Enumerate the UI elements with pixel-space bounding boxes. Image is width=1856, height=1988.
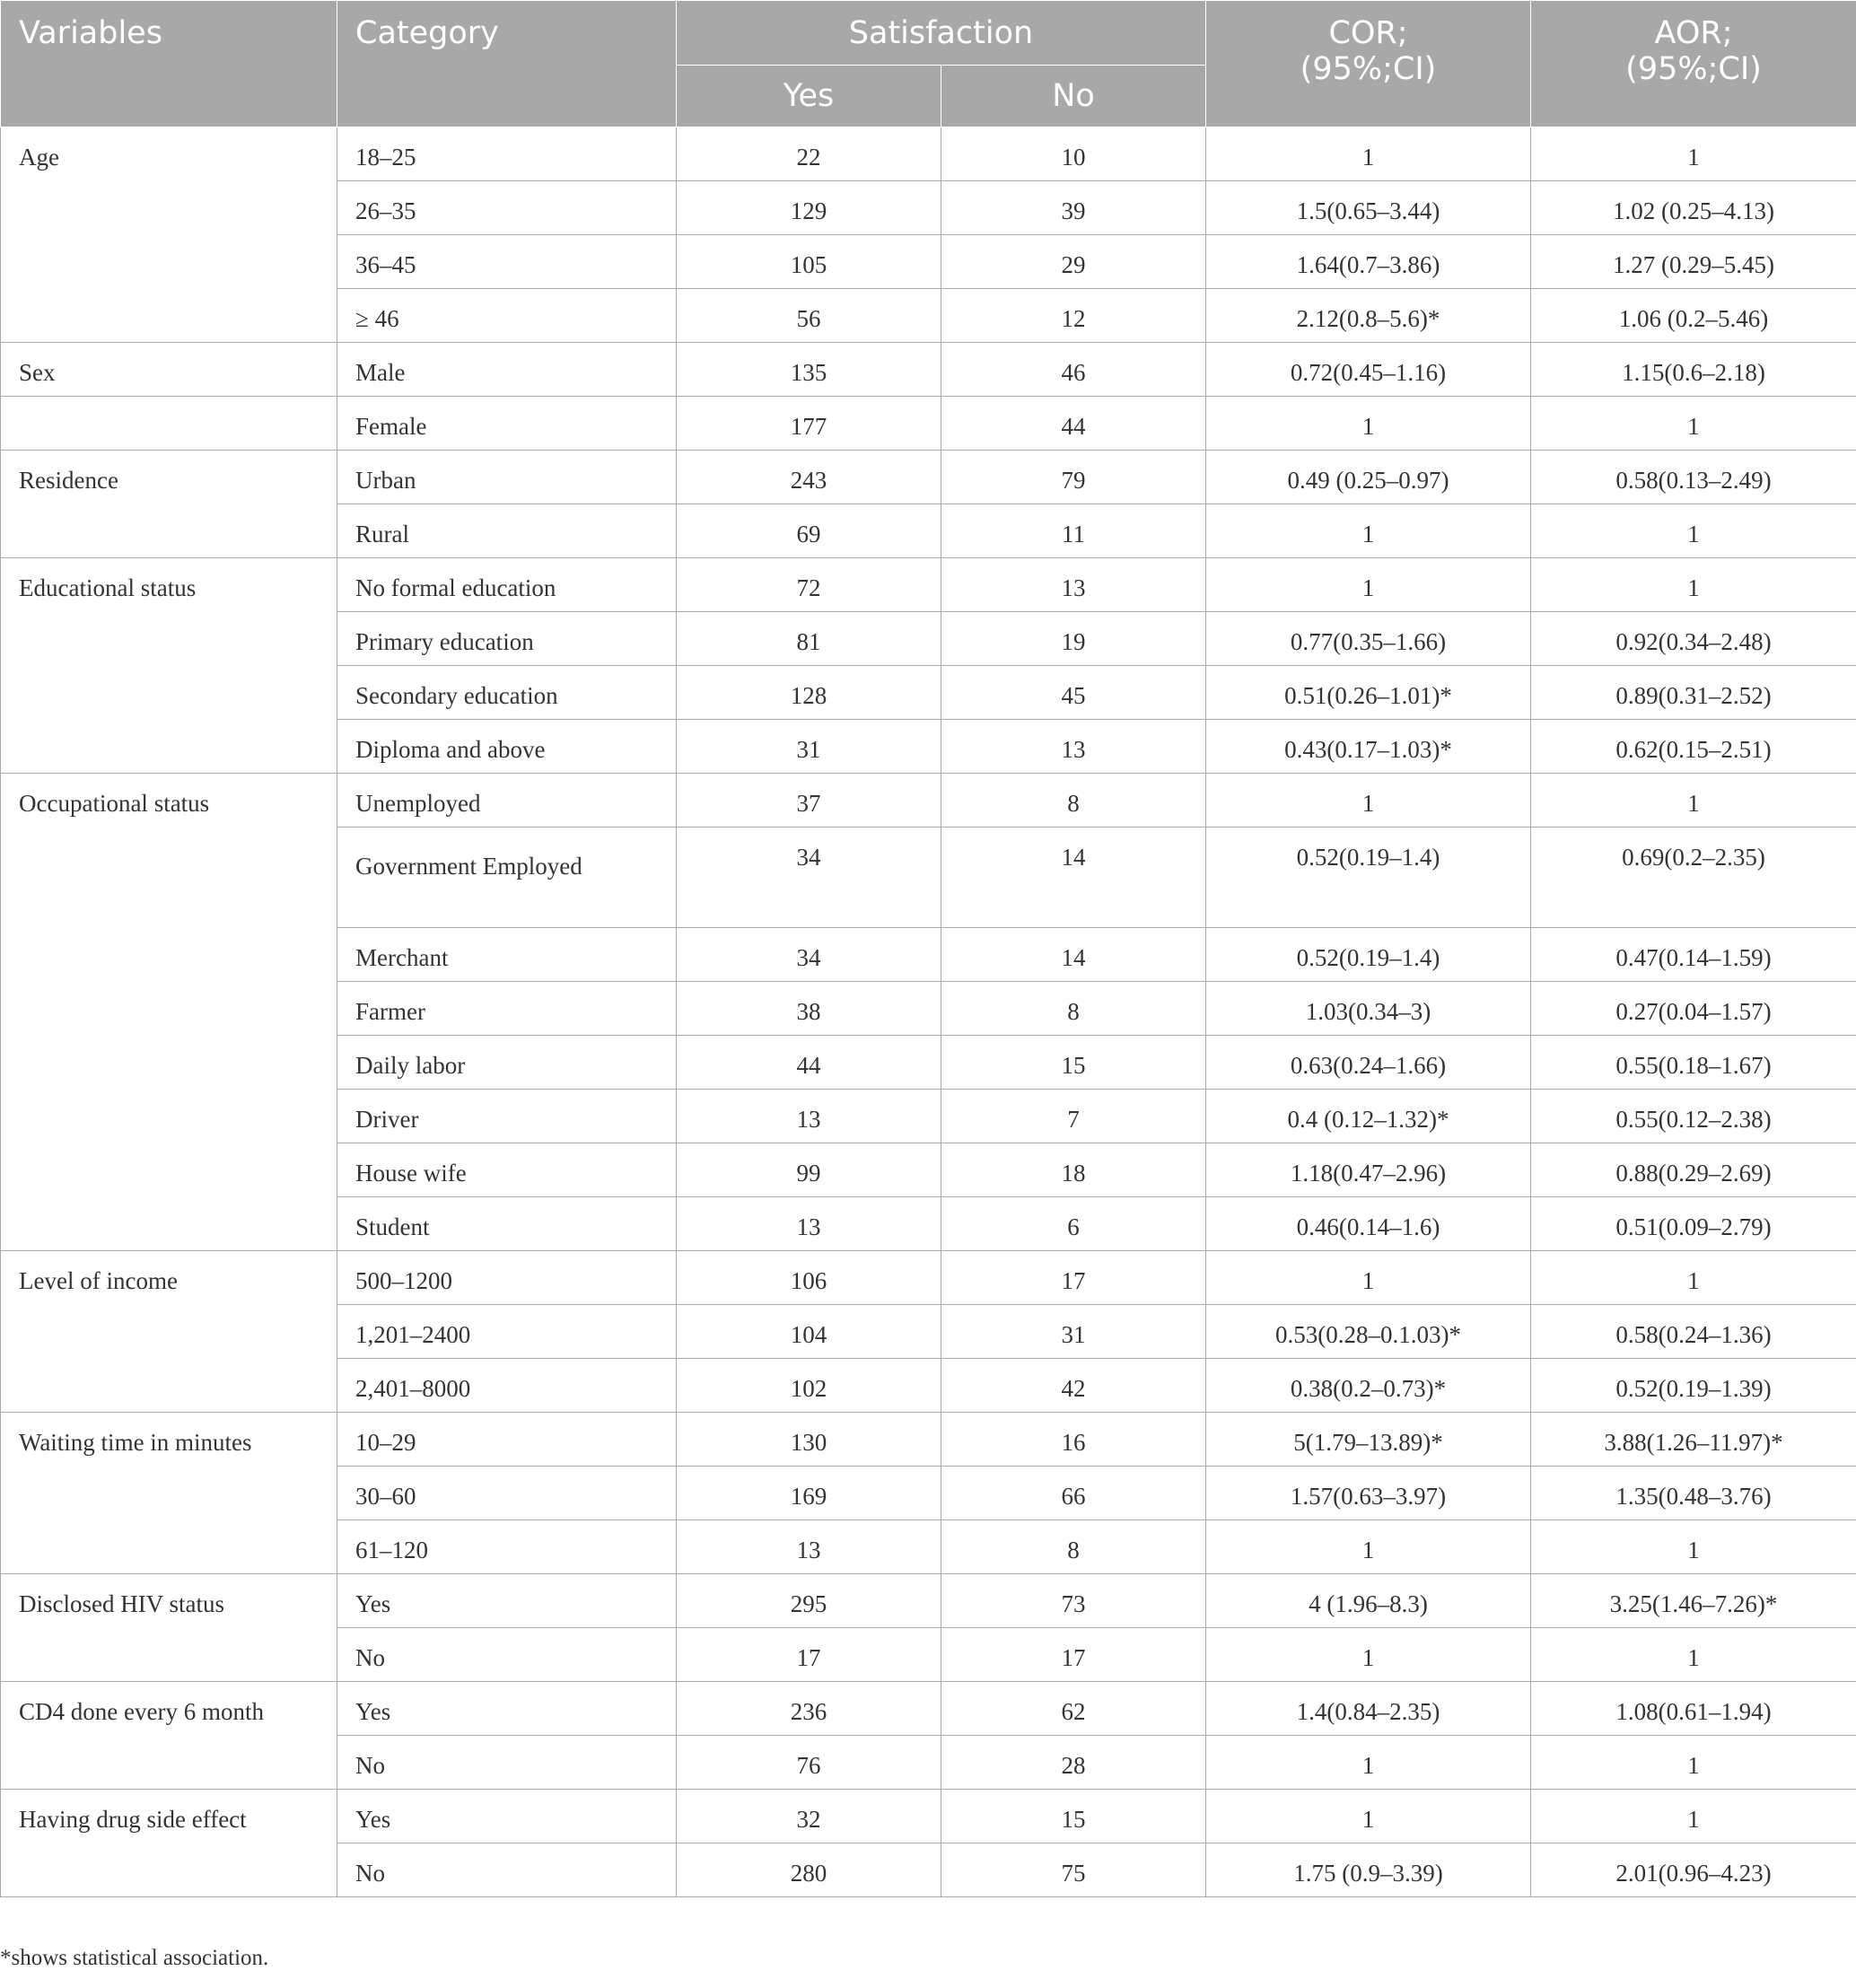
yes-count-cell: 31	[677, 720, 941, 774]
cor-cell: 4 (1.96–8.3)	[1206, 1574, 1531, 1628]
no-count-cell: 79	[941, 451, 1206, 504]
no-count-cell: 11	[941, 504, 1206, 558]
header-category: Category	[337, 1, 677, 127]
variable-cell	[1, 397, 337, 451]
no-count-cell: 19	[941, 612, 1206, 666]
table-row	[1, 397, 1856, 451]
category-cell: 10–29	[337, 1413, 677, 1467]
category-cell: Merchant	[337, 928, 677, 982]
no-count-cell: 16	[941, 1413, 1206, 1467]
aor-cell: 3.25(1.46–7.26)*	[1531, 1574, 1856, 1628]
yes-count-cell: 280	[677, 1843, 941, 1897]
no-count-cell: 8	[941, 982, 1206, 1036]
table-row	[1, 1413, 1856, 1467]
no-count-cell: 66	[941, 1467, 1206, 1520]
cor-cell: 0.72(0.45–1.16)	[1206, 343, 1531, 397]
category-cell: 18–25	[337, 127, 677, 181]
cor-cell: 1	[1206, 1790, 1531, 1843]
cor-cell: 0.77(0.35–1.66)	[1206, 612, 1531, 666]
no-count-cell: 15	[941, 1036, 1206, 1090]
no-count-cell: 46	[941, 343, 1206, 397]
yes-count-cell: 17	[677, 1628, 941, 1682]
cor-cell: 1.5(0.65–3.44)	[1206, 181, 1531, 235]
aor-cell: 1.35(0.48–3.76)	[1531, 1467, 1856, 1520]
aor-cell: 0.55(0.12–2.38)	[1531, 1090, 1856, 1143]
yes-count-cell: 105	[677, 235, 941, 289]
cor-cell: 1.18(0.47–2.96)	[1206, 1143, 1531, 1197]
yes-count-cell: 169	[677, 1467, 941, 1520]
aor-cell: 1.08(0.61–1.94)	[1531, 1682, 1856, 1736]
aor-cell: 0.92(0.34–2.48)	[1531, 612, 1856, 666]
no-count-cell: 8	[941, 1520, 1206, 1574]
category-cell: 36–45	[337, 235, 677, 289]
cor-cell: 0.52(0.19–1.4)	[1206, 828, 1531, 928]
category-cell: Student	[337, 1197, 677, 1251]
cor-cell: 1	[1206, 1736, 1531, 1790]
yes-count-cell: 69	[677, 504, 941, 558]
aor-cell: 1	[1531, 558, 1856, 612]
cor-cell: 1.57(0.63–3.97)	[1206, 1467, 1531, 1520]
header-aor-line2: (95%;CI)	[1625, 51, 1762, 87]
category-cell: Yes	[337, 1790, 677, 1843]
aor-cell: 1.06 (0.2–5.46)	[1531, 289, 1856, 343]
variable-cell: Sex	[1, 343, 337, 397]
no-count-cell: 31	[941, 1305, 1206, 1359]
no-count-cell: 6	[941, 1197, 1206, 1251]
yes-count-cell: 295	[677, 1574, 941, 1628]
cor-cell: 1	[1206, 774, 1531, 828]
yes-count-cell: 72	[677, 558, 941, 612]
yes-count-cell: 128	[677, 666, 941, 720]
aor-cell: 1.02 (0.25–4.13)	[1531, 181, 1856, 235]
yes-count-cell: 106	[677, 1251, 941, 1305]
category-cell: 30–60	[337, 1467, 677, 1520]
yes-count-cell: 13	[677, 1520, 941, 1574]
category-cell: Farmer	[337, 982, 677, 1036]
no-count-cell: 13	[941, 558, 1206, 612]
yes-count-cell: 81	[677, 612, 941, 666]
yes-count-cell: 32	[677, 1790, 941, 1843]
yes-count-cell: 56	[677, 289, 941, 343]
aor-cell: 1	[1531, 127, 1856, 181]
header-yes: Yes	[677, 66, 941, 127]
category-cell: Driver	[337, 1090, 677, 1143]
category-cell: 26–35	[337, 181, 677, 235]
no-count-cell: 28	[941, 1736, 1206, 1790]
cor-cell: 2.12(0.8–5.6)*	[1206, 289, 1531, 343]
variable-cell: Having drug side effect	[1, 1790, 337, 1897]
category-cell: Female	[337, 397, 677, 451]
aor-cell: 0.58(0.24–1.36)	[1531, 1305, 1856, 1359]
aor-cell: 0.58(0.13–2.49)	[1531, 451, 1856, 504]
cor-cell: 0.43(0.17–1.03)*	[1206, 720, 1531, 774]
no-count-cell: 73	[941, 1574, 1206, 1628]
category-cell: Rural	[337, 504, 677, 558]
cor-cell: 0.53(0.28–0.1.03)*	[1206, 1305, 1531, 1359]
table-row	[1, 127, 1856, 181]
no-count-cell: 42	[941, 1359, 1206, 1413]
category-cell: Primary education	[337, 612, 677, 666]
aor-cell: 0.47(0.14–1.59)	[1531, 928, 1856, 982]
aor-cell: 0.69(0.2–2.35)	[1531, 828, 1856, 928]
no-count-cell: 18	[941, 1143, 1206, 1197]
no-count-cell: 12	[941, 289, 1206, 343]
header-cor	[1206, 1, 1531, 127]
aor-cell: 1	[1531, 1628, 1856, 1682]
category-cell: 2,401–8000	[337, 1359, 677, 1413]
table-row	[1, 1251, 1856, 1305]
category-cell: No	[337, 1843, 677, 1897]
yes-count-cell: 236	[677, 1682, 941, 1736]
cor-cell: 0.51(0.26–1.01)*	[1206, 666, 1531, 720]
header-cor-line1: COR;	[1328, 15, 1408, 51]
aor-cell: 2.01(0.96–4.23)	[1531, 1843, 1856, 1897]
aor-cell: 0.55(0.18–1.67)	[1531, 1036, 1856, 1090]
table-header	[1, 1, 1856, 127]
aor-cell: 3.88(1.26–11.97)*	[1531, 1413, 1856, 1467]
cor-cell: 0.52(0.19–1.4)	[1206, 928, 1531, 982]
aor-cell: 1	[1531, 774, 1856, 828]
variable-cell: Residence	[1, 451, 337, 558]
category-cell: No formal education	[337, 558, 677, 612]
table-row	[1, 1790, 1856, 1843]
no-count-cell: 8	[941, 774, 1206, 828]
category-cell: 1,201–2400	[337, 1305, 677, 1359]
yes-count-cell: 102	[677, 1359, 941, 1413]
yes-count-cell: 99	[677, 1143, 941, 1197]
yes-count-cell: 44	[677, 1036, 941, 1090]
header-variables: Variables	[1, 1, 337, 127]
cor-cell: 1.03(0.34–3)	[1206, 982, 1531, 1036]
no-count-cell: 39	[941, 181, 1206, 235]
variable-cell: Occupational status	[1, 774, 337, 1251]
table-row	[1, 1682, 1856, 1736]
no-count-cell: 75	[941, 1843, 1206, 1897]
cor-cell: 0.63(0.24–1.66)	[1206, 1036, 1531, 1090]
aor-cell: 1	[1531, 1736, 1856, 1790]
variable-cell: Waiting time in minutes	[1, 1413, 337, 1574]
cor-cell: 1	[1206, 397, 1531, 451]
aor-cell: 1.27 (0.29–5.45)	[1531, 235, 1856, 289]
yes-count-cell: 13	[677, 1090, 941, 1143]
yes-count-cell: 34	[677, 928, 941, 982]
aor-cell: 1	[1531, 1520, 1856, 1574]
category-cell: Male	[337, 343, 677, 397]
category-cell: 500–1200	[337, 1251, 677, 1305]
cor-cell: 1.75 (0.9–3.39)	[1206, 1843, 1531, 1897]
header-no: No	[941, 66, 1206, 127]
yes-count-cell: 104	[677, 1305, 941, 1359]
aor-cell: 0.62(0.15–2.51)	[1531, 720, 1856, 774]
variable-cell: CD4 done every 6 month	[1, 1682, 337, 1790]
variable-cell: Age	[1, 127, 337, 343]
table-row	[1, 558, 1856, 612]
category-cell: Yes	[337, 1682, 677, 1736]
category-cell: Yes	[337, 1574, 677, 1628]
cor-cell: 1.64(0.7–3.86)	[1206, 235, 1531, 289]
no-count-cell: 17	[941, 1251, 1206, 1305]
cor-cell: 1	[1206, 1628, 1531, 1682]
footnote: *shows statistical association.	[0, 1946, 269, 1970]
cor-cell: 1	[1206, 1520, 1531, 1574]
table-row	[1, 343, 1856, 397]
category-cell: Daily labor	[337, 1036, 677, 1090]
table-row	[1, 451, 1856, 504]
cor-cell: 0.38(0.2–0.73)*	[1206, 1359, 1531, 1413]
table-row	[1, 1574, 1856, 1628]
aor-cell: 1	[1531, 504, 1856, 558]
category-cell: 61–120	[337, 1520, 677, 1574]
aor-cell: 0.52(0.19–1.39)	[1531, 1359, 1856, 1413]
yes-count-cell: 34	[677, 828, 941, 928]
category-cell: No	[337, 1628, 677, 1682]
category-cell: Unemployed	[337, 774, 677, 828]
cor-cell: 0.4 (0.12–1.32)*	[1206, 1090, 1531, 1143]
yes-count-cell: 135	[677, 343, 941, 397]
variable-cell: Level of income	[1, 1251, 337, 1413]
no-count-cell: 10	[941, 127, 1206, 181]
yes-count-cell: 76	[677, 1736, 941, 1790]
yes-count-cell: 177	[677, 397, 941, 451]
cor-cell: 0.49 (0.25–0.97)	[1206, 451, 1531, 504]
table-row	[1, 774, 1856, 828]
category-cell: Secondary education	[337, 666, 677, 720]
cor-cell: 5(1.79–13.89)*	[1206, 1413, 1531, 1467]
no-count-cell: 14	[941, 828, 1206, 928]
yes-count-cell: 130	[677, 1413, 941, 1467]
no-count-cell: 17	[941, 1628, 1206, 1682]
no-count-cell: 14	[941, 928, 1206, 982]
header-aor-line1: AOR;	[1654, 15, 1733, 51]
category-cell: Diploma and above	[337, 720, 677, 774]
no-count-cell: 29	[941, 235, 1206, 289]
yes-count-cell: 22	[677, 127, 941, 181]
yes-count-cell: 38	[677, 982, 941, 1036]
category-cell: ≥ 46	[337, 289, 677, 343]
header-aor	[1531, 1, 1856, 127]
yes-count-cell: 129	[677, 181, 941, 235]
aor-cell: 0.27(0.04–1.57)	[1531, 982, 1856, 1036]
yes-count-cell: 243	[677, 451, 941, 504]
cor-cell: 1	[1206, 127, 1531, 181]
header-cor-line2: (95%;CI)	[1300, 51, 1437, 87]
table-body	[1, 127, 1856, 1897]
aor-cell: 1	[1531, 1251, 1856, 1305]
no-count-cell: 62	[941, 1682, 1206, 1736]
no-count-cell: 7	[941, 1090, 1206, 1143]
yes-count-cell: 37	[677, 774, 941, 828]
cor-cell: 1	[1206, 1251, 1531, 1305]
aor-cell: 1.15(0.6–2.18)	[1531, 343, 1856, 397]
category-cell: House wife	[337, 1143, 677, 1197]
category-cell: No	[337, 1736, 677, 1790]
variable-cell: Educational status	[1, 558, 337, 774]
aor-cell: 0.89(0.31–2.52)	[1531, 666, 1856, 720]
cor-cell: 1	[1206, 504, 1531, 558]
cor-cell: 1	[1206, 558, 1531, 612]
no-count-cell: 15	[941, 1790, 1206, 1843]
no-count-cell: 13	[941, 720, 1206, 774]
variable-cell: Disclosed HIV status	[1, 1574, 337, 1682]
cor-cell: 0.46(0.14–1.6)	[1206, 1197, 1531, 1251]
cor-cell: 1.4(0.84–2.35)	[1206, 1682, 1531, 1736]
yes-count-cell: 13	[677, 1197, 941, 1251]
aor-cell: 0.51(0.09–2.79)	[1531, 1197, 1856, 1251]
category-cell: Government Employed	[337, 828, 677, 928]
no-count-cell: 44	[941, 397, 1206, 451]
aor-cell: 1	[1531, 397, 1856, 451]
no-count-cell: 45	[941, 666, 1206, 720]
aor-cell: 0.88(0.29–2.69)	[1531, 1143, 1856, 1197]
category-cell: Urban	[337, 451, 677, 504]
aor-cell: 1	[1531, 1790, 1856, 1843]
header-satisfaction: Satisfaction	[677, 1, 1206, 66]
